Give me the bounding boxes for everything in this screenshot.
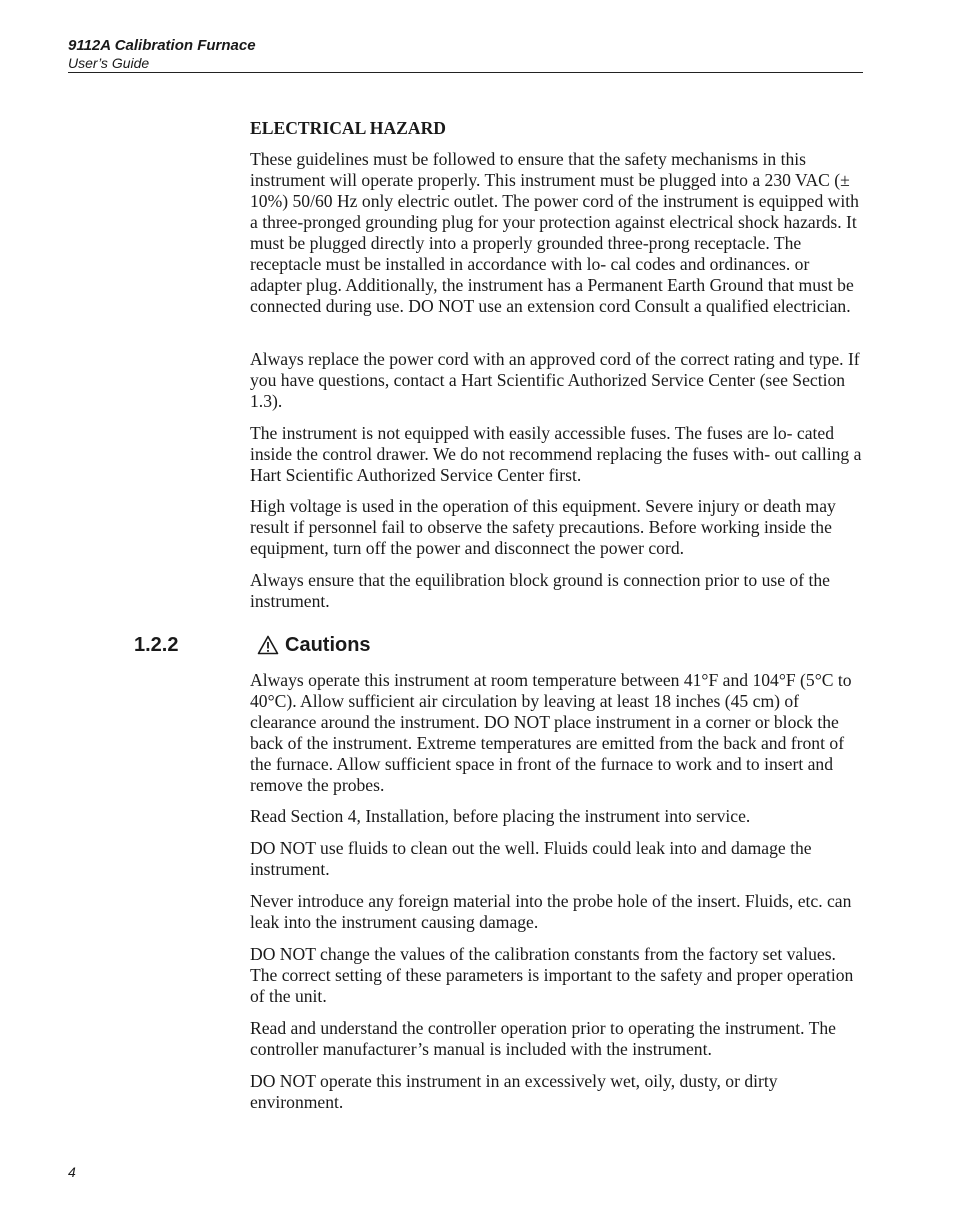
paragraph: The instrument is not equipped with easily accessible fuses. The fuses are lo- cated inside the control drawer. We do not recommend replacing the fuses with- out calling a Hart Scientific Authorized Service Center first.: [250, 423, 862, 485]
warning-triangle-icon: [257, 635, 279, 655]
paragraph: Read Section 4, Installation, before placing the instrument into service.: [250, 806, 751, 826]
paragraph: Never introduce any foreign material into the probe hole of the insert. Fluids, etc. can leak into the instrument causing damage.: [250, 891, 852, 932]
paragraph: Read and understand the controller operation prior to operating the instrument. The controller manufacturer’s manual is included with the instrument.: [250, 1018, 836, 1059]
electrical-hazard-p4-block: [250, 496, 865, 559]
section-heading: [257, 633, 371, 657]
cautions-p1-block: [250, 670, 865, 796]
cautions-p6-block: [250, 1018, 865, 1060]
cautions-p7-block: [250, 1071, 865, 1113]
cautions-p4-block: [250, 891, 865, 933]
electrical-hazard-p3-block: [250, 423, 865, 486]
header-divider: [68, 72, 863, 73]
electrical-hazard-heading: ELECTRICAL HAZARD: [250, 118, 447, 138]
paragraph: These guidelines must be followed to ensure that the safety mechanisms in this instrument will operate properly. This instrument must be plugged into a 230 VAC (± 10%) 50/60 Hz only electric outlet. The power cord of the instrument is equipped with a three-pronged grounding plug for your protection against electrical shock hazards. It must be plugged directly into a properly grounded three-prong receptacle. The receptacle must be installed in accordance with lo- cal codes and ordinances. or adapter plug. Additionally, the instrument has a Permanent Earth Ground that must be connected during use. DO NOT use an extension cord Consult a qualified electrician.: [250, 149, 859, 316]
page-number: 4: [68, 1164, 76, 1180]
electrical-hazard-p1-block: [250, 149, 865, 317]
cautions-p3-block: [250, 838, 865, 880]
cautions-p5-block: [250, 944, 865, 1007]
cautions-p2-block: [250, 806, 865, 827]
paragraph: Always operate this instrument at room temperature between 41°F and 104°F (5°C to 40°C). Allow sufficient air circulation by leaving at least 18 inches (45 cm) of clearance around the instrument. DO NOT place instrument in a corner or block the back of the instrument. Extreme temperatures are emitted from the back and front of the furnace. Allow sufficient space in front of the furnace to work and to insert and remove the probes.: [250, 670, 852, 795]
paragraph: DO NOT change the values of the calibration constants from the factory set values. The correct setting of these parameters is important to the safety and proper operation of the unit.: [250, 944, 854, 1006]
document-title: 9112A Calibration Furnace: [68, 37, 256, 54]
section-title: Cautions: [285, 634, 371, 656]
running-header: [68, 37, 863, 72]
paragraph: High voltage is used in the operation of this equipment. Severe injury or death may result if personnel fail to observe the safety precautions. Before working inside the equipment, turn off the power and disconnect the power cord.: [250, 496, 836, 558]
electrical-hazard-p5-block: [250, 570, 865, 612]
paragraph: Always ensure that the equilibration block ground is connection prior to use of the instrument.: [250, 570, 830, 611]
paragraph: DO NOT use fluids to clean out the well. Fluids could leak into and damage the instrument.: [250, 838, 812, 879]
section-number: 1.2.2: [134, 634, 179, 656]
paragraph: Always replace the power cord with an approved cord of the correct rating and type. If you have questions, contact a Hart Scientific Authorized Service Center (see Section 1.3).: [250, 349, 860, 411]
electrical-hazard-p2-block: [250, 349, 865, 412]
paragraph: DO NOT operate this instrument in an excessively wet, oily, dusty, or dirty environment.: [250, 1071, 778, 1112]
document-subtitle: User’s Guide: [68, 55, 150, 71]
